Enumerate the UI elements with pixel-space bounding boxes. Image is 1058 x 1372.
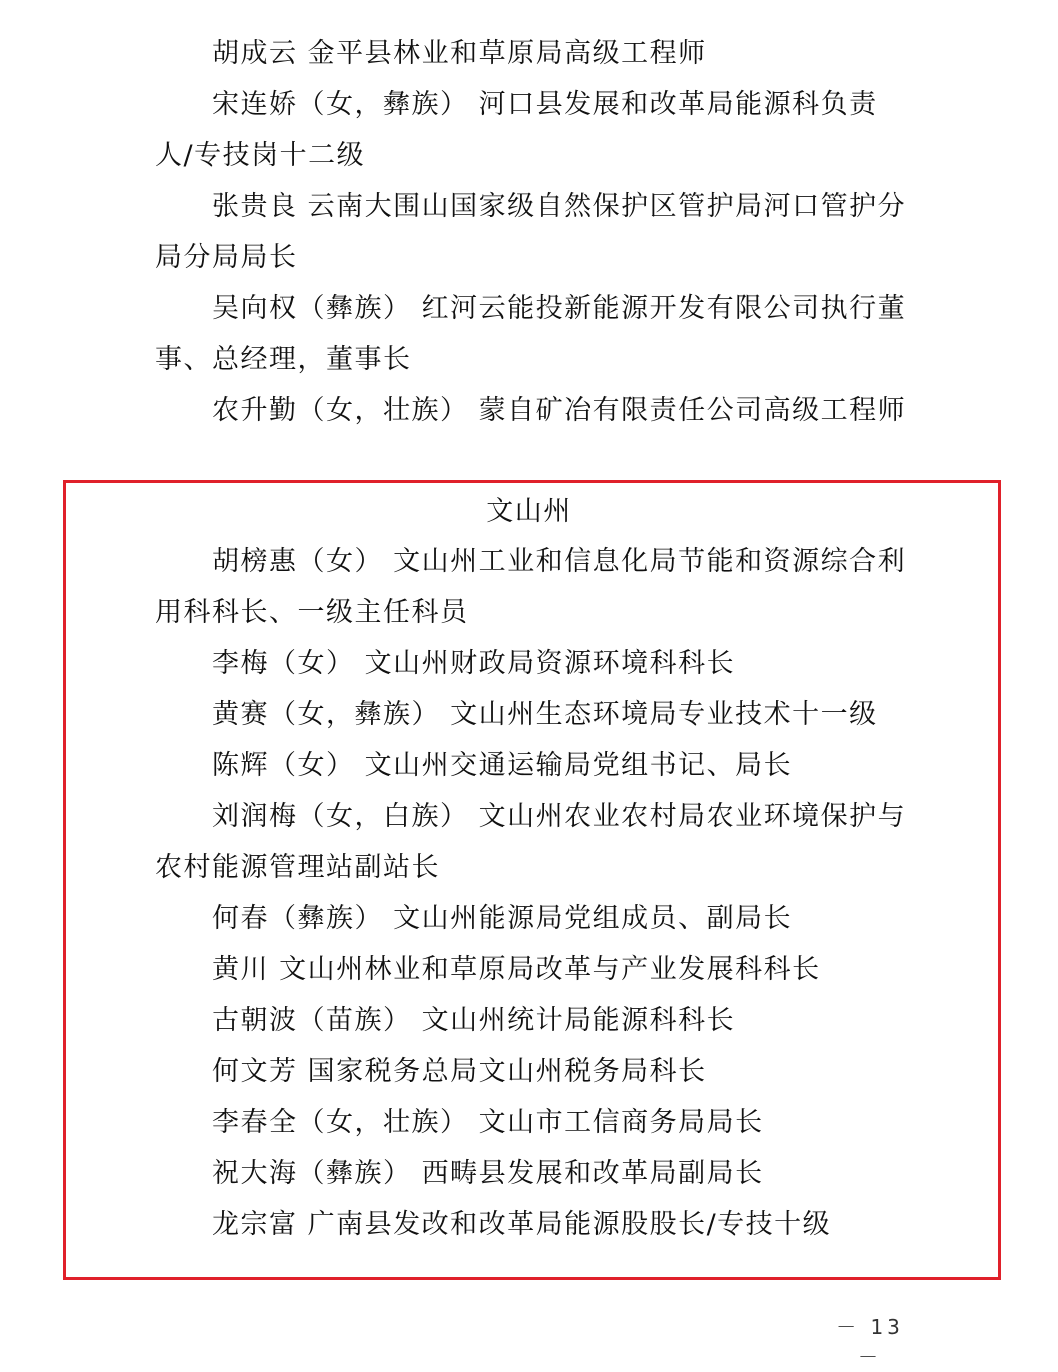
entry-upper-2: 宋连娇（女，彝族） 河口县发展和改革局能源科负责人/专技岗十二级: [155, 89, 878, 171]
section-entry-3: 黄赛（女，彝族） 文山州生态环境局专业技术十一级: [212, 699, 878, 730]
entry-upper-5: 农升勤（女，壮族） 蒙自矿冶有限责任公司高级工程师: [212, 395, 907, 426]
section-entry-4: 陈辉（女） 文山州交通运输局党组书记、局长: [212, 750, 793, 781]
entry-upper-4: 吴向权（彝族） 红河云能投新能源开发有限公司执行董事、总经理，董事长: [155, 293, 907, 375]
entry-upper-3: 张贵良 云南大围山国家级自然保护区管护局河口管护分局分局局长: [155, 191, 907, 273]
section-entry-7: 黄川 文山州林业和草原局改革与产业发展科科长: [212, 954, 821, 985]
section-entry-12: 龙宗富 广南县发改和改革局能源股股长/专技十级: [212, 1209, 832, 1240]
section-entry-8: 古朝波（苗族） 文山州统计局能源科科长: [212, 1005, 736, 1036]
entry-upper-1: 胡成云 金平县林业和草原局高级工程师: [212, 38, 707, 69]
section-entry-10: 李春全（女，壮族） 文山市工信商务局局长: [212, 1107, 764, 1138]
section-entry-1: 胡榜惠（女） 文山州工业和信息化局节能和资源综合利用科科长、一级主任科员: [155, 546, 907, 628]
section-entry-5: 刘润梅（女，白族） 文山州农业农村局农业环境保护与农村能源管理站副站长: [155, 801, 907, 883]
page-number: － 13 －: [836, 1315, 904, 1369]
section-entry-9: 何文芳 国家税务总局文山州税务局科长: [212, 1056, 707, 1087]
section-heading: 文山州: [486, 496, 572, 527]
section-entry-2: 李梅（女） 文山州财政局资源环境科科长: [212, 648, 736, 679]
section-entry-6: 何春（彝族） 文山州能源局党组成员、副局长: [212, 903, 793, 934]
section-entry-11: 祝大海（彝族） 西畴县发展和改革局副局长: [212, 1158, 764, 1189]
